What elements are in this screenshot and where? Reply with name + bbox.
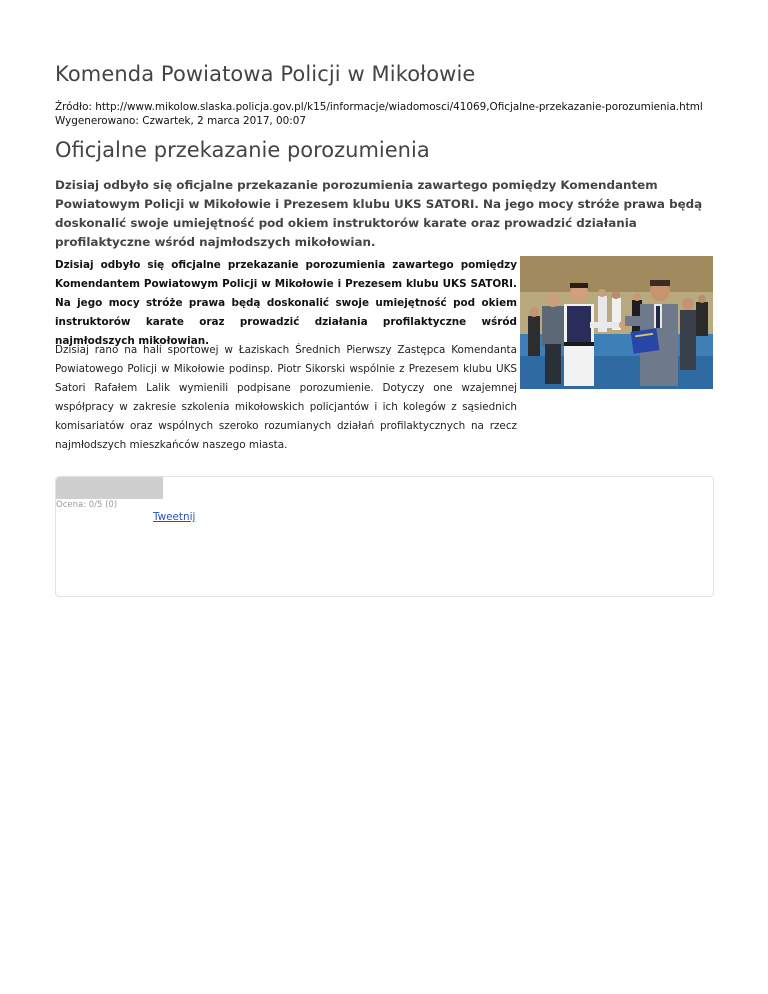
article-photo	[520, 256, 713, 389]
site-title: Komenda Powiatowa Policji w Mikołowie	[55, 62, 476, 86]
share-rating-panel	[55, 476, 714, 597]
article-lead: Dzisiaj odbyło się oficjalne przekazanie porozumienia zawartego pomiędzy Komendantem Powiatowym Policji w Mikołowie i Prezesem klubu UKS SATORI. Na jego mocy stróże prawa będą doskonalić swoje umiejętność pod okiem instruktorów karate oraz prowadzić działania profilaktyczne wśród najmłodszych mikołowian.	[55, 178, 703, 249]
tweet-link[interactable]: Tweetnij	[153, 511, 196, 523]
rating-label: Ocena: 0/5 (0)	[56, 500, 118, 510]
source-line: Źródło: http://www.mikolow.slaska.policja.gov.pl/k15/informacje/wiadomosci/41069,Oficjalne-przekazanie-porozumienia.html	[55, 101, 703, 113]
article-body-lead: Dzisiaj odbyło się oficjalne przekazanie porozumienia zawartego pomiędzy Komendantem Powiatowym Policji w Mikołowie i Prezesem klubu UKS SATORI. Na jego mocy stróże prawa będą doskonalić swoje umiejętność pod okiem instruktorów karate oraz prowadzić działania profilaktyczne wśród najmłodszych mikołowian.	[55, 259, 517, 347]
article-title: Oficjalne przekazanie porozumienia	[55, 138, 430, 162]
print-meta	[55, 100, 703, 128]
generated-line: Wygenerowano: Czwartek, 2 marca 2017, 00:07	[55, 115, 306, 127]
rating-stars-bar[interactable]	[56, 477, 163, 499]
article-body-text: Dzisiaj rano na hali sportowej w Łaziskach Średnich Pierwszy Zastępca Komendanta Powiatowego Policji w Mikołowie podinsp. Piotr Sikorski wspólnie z Prezesem klubu UKS Satori Rafałem Lalik wymienili podpisane porozumienie. Dotyczy one wzajemnej współpracy w zakresie szkolenia mikołowskich policjantów i ich kolegów z sąsiednich komisariatów oraz wspólnych szeroko rozumianych działań profilaktycznych na rzecz najmłodszych mieszkańców naszego miasta.	[55, 344, 517, 451]
